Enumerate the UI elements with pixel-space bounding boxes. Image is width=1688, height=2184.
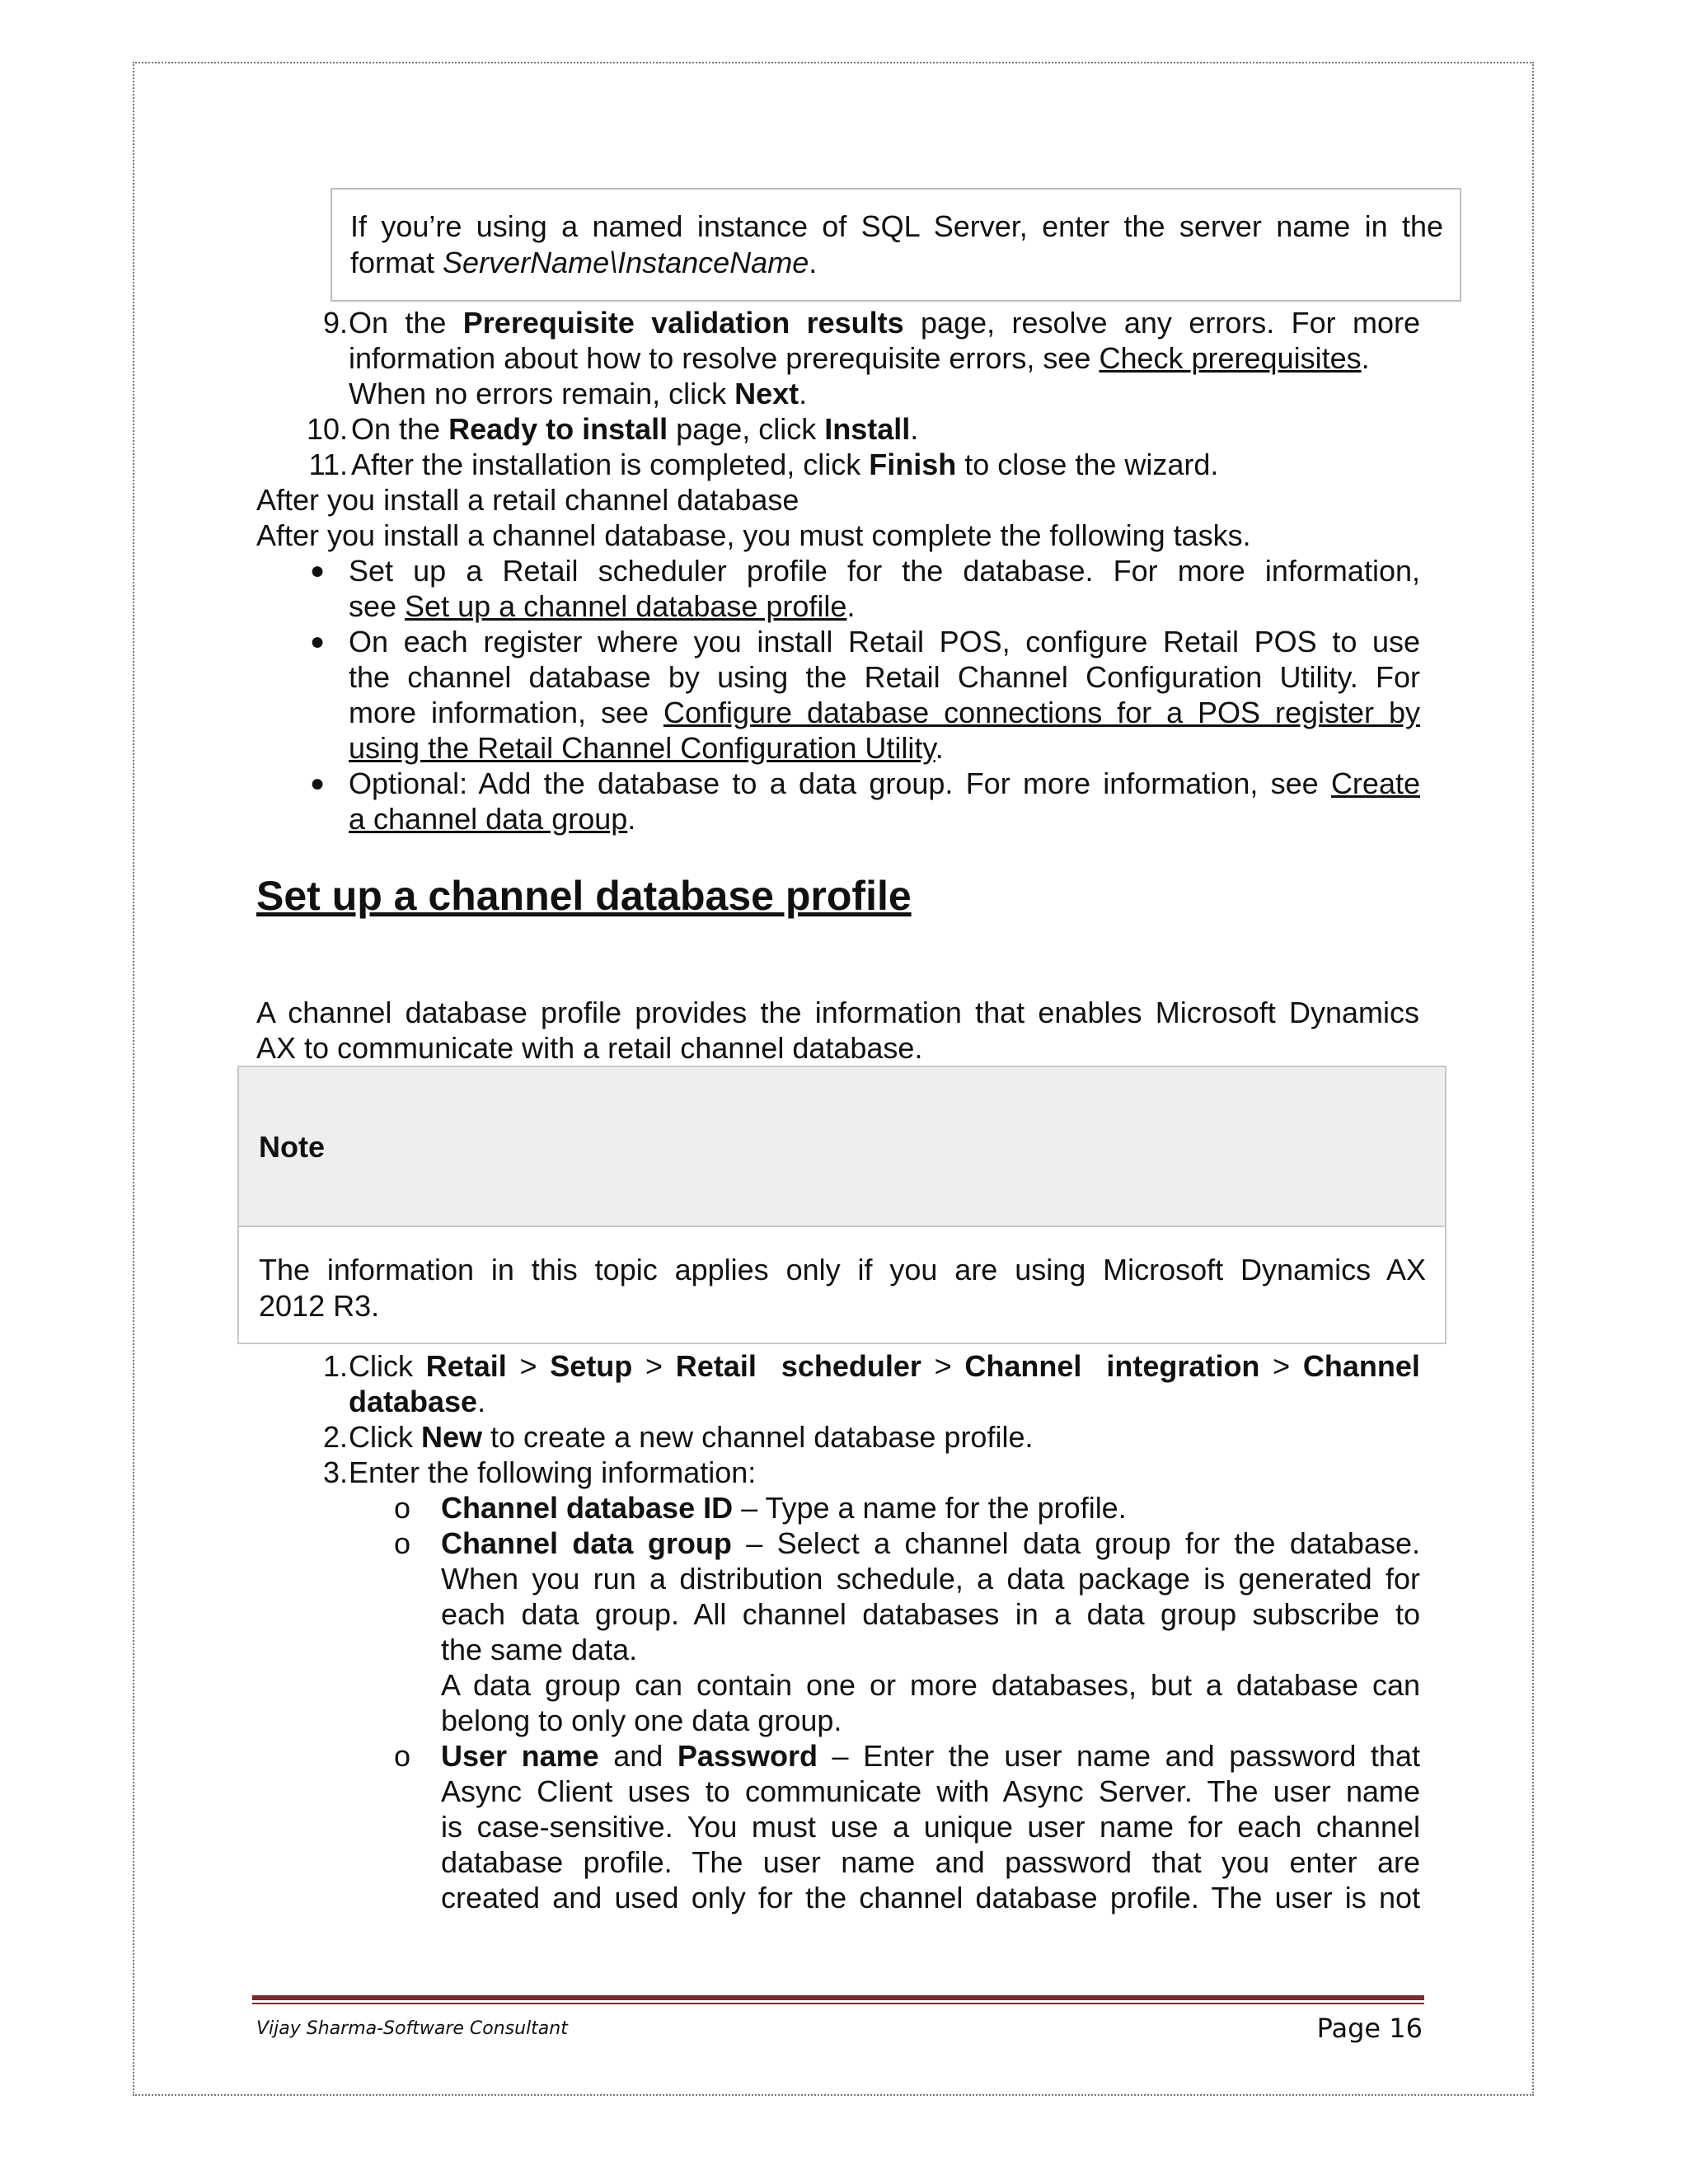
text: > [926, 1349, 960, 1383]
create-data-group-link[interactable]: Create [1330, 766, 1420, 800]
note-line [350, 245, 1443, 281]
menu-path-integration: Channel integration [964, 1349, 1260, 1383]
step-line [349, 1348, 1420, 1385]
bold-text: Channel data group [441, 1526, 732, 1560]
bullet-icon: ● [310, 557, 326, 584]
note-box [237, 1066, 1447, 1344]
sub-item-line: A data group can contain one or more databases, but a database can [441, 1668, 1420, 1702]
note-body [259, 1252, 1426, 1324]
sub-item-line: each data group. All channel databases in a data group subscribe to [441, 1597, 1420, 1631]
text: On the [351, 412, 449, 446]
text: > [1264, 1349, 1299, 1383]
section-heading: Set up a channel database profile [256, 873, 912, 919]
menu-path-setup: Setup [550, 1349, 633, 1383]
text: Click [349, 1420, 421, 1454]
subheading: After you install a retail channel database [256, 483, 799, 517]
step-line [349, 340, 1437, 377]
sub-item-line: created and used only for the channel database profile. The user is not [441, 1881, 1420, 1915]
step-line [349, 1419, 1033, 1455]
text: After the installation is completed, click [351, 448, 870, 481]
bullet-line: the channel database by using the Retail Channel Configuration Utility. For [349, 660, 1420, 694]
text: . [1361, 341, 1370, 375]
text: . [627, 802, 636, 836]
step-number: 9. [322, 306, 348, 340]
bullet-line [349, 588, 855, 625]
create-data-group-link[interactable]: a channel data group [349, 802, 628, 836]
text: . [477, 1385, 486, 1418]
text: page, click [668, 412, 825, 446]
bold-text: Ready to install [448, 412, 668, 446]
sub-item-line: belong to only one data group. [441, 1704, 842, 1737]
menu-path-retail: Retail [425, 1349, 507, 1383]
paragraph: A channel database profile provides the information that enables Microsoft Dynamics [256, 996, 1419, 1029]
bold-text: Install [824, 412, 911, 446]
text: information about how to resolve prerequisite errors, see [349, 341, 1100, 375]
bold-text: New [421, 1420, 483, 1454]
sub-item-line [441, 1526, 1420, 1562]
page-number: Page 16 [1316, 2013, 1423, 2044]
sub-item-line: Async Client uses to communicate with Async Server. The user name [441, 1774, 1420, 1808]
text: > [637, 1349, 672, 1383]
footer-rule [252, 1995, 1424, 2000]
menu-path-channel: Channel [1302, 1349, 1420, 1383]
footer-author: Vijay Sharma-Software Consultant [256, 2018, 568, 2039]
bullet-icon: ● [310, 770, 326, 797]
check-prerequisites-link[interactable]: Check prerequisites [1099, 341, 1362, 375]
text: . [846, 589, 856, 623]
note-line: The information in this topic applies only if you are using Microsoft Dynamics AX [259, 1253, 1426, 1286]
note-line: If you’re using a named instance of SQL Server, enter the server name in the [350, 209, 1443, 243]
instance-format: ServerName\InstanceName [443, 245, 809, 279]
setup-profile-link[interactable]: Set up a channel database profile [405, 589, 847, 623]
sub-bullet-icon: o [394, 1491, 411, 1525]
bullet-icon: ● [310, 628, 326, 655]
text: . [935, 731, 944, 765]
text: . [799, 377, 808, 410]
text: > [511, 1349, 546, 1383]
bold-text: Prerequisite validation results [462, 306, 904, 340]
sub-item-line [441, 1738, 1420, 1774]
step-line [349, 305, 1420, 341]
sql-instance-note-box [331, 188, 1461, 302]
bold-text: Channel database ID [441, 1491, 734, 1525]
text: to create a new channel database profile. [482, 1420, 1034, 1454]
bullet-line: Set up a Retail scheduler profile for the database. For more information, [349, 554, 1420, 588]
text: see [349, 589, 406, 623]
bold-text: Password [677, 1739, 818, 1773]
note-line: 2012 R3. [259, 1288, 380, 1323]
bullet-line: On each register where you install Retail POS, configure Retail POS to use [349, 625, 1420, 658]
step-number: 10. [306, 412, 348, 446]
sub-bullet-icon: o [394, 1739, 411, 1773]
sub-item-line: is case-sensitive. You must use a unique user name for each channel [441, 1810, 1420, 1844]
sub-item-line: the same data. [441, 1633, 638, 1666]
configure-db-link[interactable]: using the Retail Channel Configuration Utility [349, 731, 935, 765]
sub-item-line: database profile. The user name and password that you enter are [441, 1845, 1420, 1879]
bold-text: database [349, 1385, 478, 1418]
paragraph: AX to communicate with a retail channel database. [256, 1031, 923, 1065]
step-line: Enter the following information: [349, 1455, 757, 1489]
menu-path-scheduler: Retail scheduler [675, 1349, 921, 1383]
text: When no errors remain, click [349, 377, 735, 410]
bullet-line [349, 766, 1420, 802]
text: Click [349, 1349, 421, 1383]
text: On the [349, 306, 463, 340]
text: – Select a channel data group for the database. [731, 1526, 1420, 1560]
paragraph: After you install a channel database, you must complete the following tasks. [256, 518, 1251, 552]
text: – Enter the user name and password that [817, 1739, 1420, 1773]
bold-text: Finish [869, 448, 957, 481]
step-line [349, 376, 807, 412]
text: format [350, 245, 443, 279]
configure-db-link[interactable]: Configure database connections for a POS register by [663, 696, 1420, 729]
footer-rule [252, 2003, 1424, 2004]
bullet-line [349, 801, 635, 837]
sub-item-line [441, 1490, 1127, 1526]
bullet-line [349, 730, 944, 766]
step-number: 11. [308, 448, 348, 481]
bullet-line [349, 695, 1420, 731]
step-number: 3. [322, 1455, 348, 1489]
text: more information, see [349, 696, 663, 729]
text: – Type a name for the profile. [733, 1491, 1127, 1525]
sub-item-line: When you run a distribution schedule, a data package is generated for [441, 1562, 1420, 1596]
text: Optional: Add the database to a data group. For more information, see [349, 766, 1331, 800]
text: . [809, 245, 818, 279]
text: page, resolve any errors. For more [903, 306, 1420, 340]
text: to close the wizard. [956, 448, 1219, 481]
step-line [351, 411, 918, 448]
step-number: 2. [322, 1420, 348, 1454]
bold-text: User name [441, 1739, 599, 1773]
step-line [349, 1384, 485, 1420]
note-title: Note [259, 1130, 325, 1164]
step-line [351, 447, 1218, 483]
text: and [598, 1739, 678, 1773]
sub-bullet-icon: o [394, 1526, 411, 1560]
text: . [910, 412, 919, 446]
note-header [239, 1067, 1445, 1227]
step-number: 1. [322, 1349, 348, 1383]
bold-text: Next [734, 377, 799, 410]
